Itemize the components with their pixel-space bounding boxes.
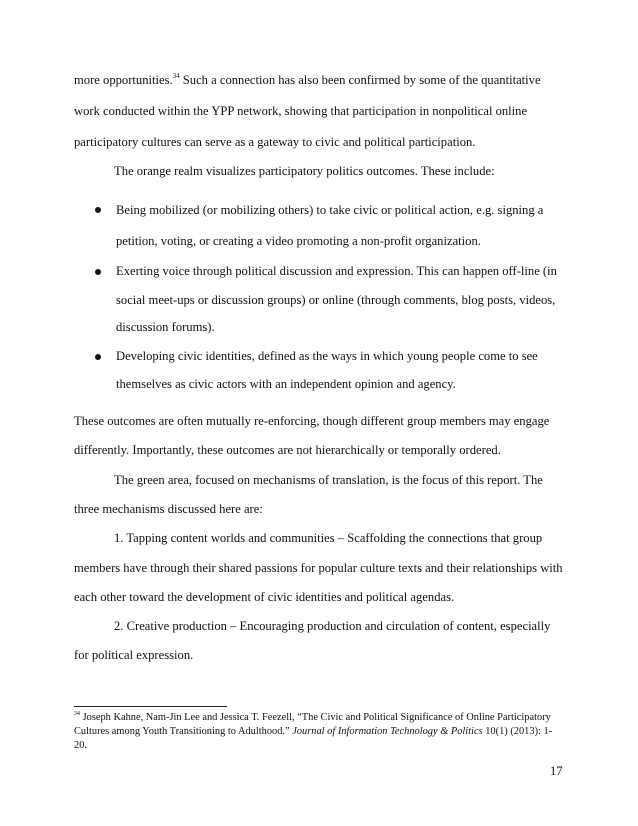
body-line: each other toward the development of civic identities and political agendas. <box>74 590 455 604</box>
bullet-icon <box>95 269 101 275</box>
footnote-reference: 34 <box>172 72 180 80</box>
bullet-item-line: discussion forums). <box>116 320 215 334</box>
footnote-line: Cultures among Youth Transitioning to Adulthood.” Journal of Information Technology & Politics 10(1) (2013): 1- <box>74 726 553 737</box>
footnote-line: $^{34}$ Joseph Kahne, Nam-Jin Lee and Jessica T. Feezell, “The Civic and Political Significance of Online Participatory <box>74 711 551 723</box>
bullet-item-line: petition, voting, or creating a video promoting a non-profit organization. <box>116 234 481 248</box>
footnote-line: 20. <box>74 740 87 751</box>
bullet-icon <box>95 207 101 213</box>
paragraph-first-line: The orange realm visualizes participatory politics outcomes. These include: <box>114 164 495 178</box>
journal-title: Journal of Information Technology & Politics <box>292 726 483 737</box>
paragraph-first-line: The green area, focused on mechanisms of translation, is the focus of this report. The <box>114 473 543 487</box>
numbered-item-line: 2. Creative production – Encouraging production and circulation of content, especially <box>114 619 551 633</box>
body-line: work conducted within the YPP network, showing that participation in nonpolitical online <box>74 104 528 118</box>
body-line: more opportunities.$^{34}$ Such a connection has also been confirmed by some of the quantitative <box>74 72 541 87</box>
body-line: participatory cultures can serve as a gateway to civic and political participation. <box>74 135 476 149</box>
bullet-item-line: Exerting voice through political discussion and expression. This can happen off-line (in <box>116 264 557 278</box>
body-line: three mechanisms discussed here are: <box>74 502 263 516</box>
bullet-item-line: Developing civic identities, defined as the ways in which young people come to see <box>116 349 538 363</box>
body-line: members have through their shared passions for popular culture texts and their relationships with <box>74 561 563 575</box>
bullet-icon <box>95 354 101 360</box>
bullet-item-line: social meet-ups or discussion groups) or online (through comments, blog posts, videos, <box>116 293 556 307</box>
footnote-number: 34 <box>74 711 80 717</box>
footnote-separator <box>74 706 227 707</box>
page-number: 17 <box>550 764 563 778</box>
body-line: These outcomes are often mutually re-enforcing, though different group members may engage <box>74 414 550 428</box>
bullet-item-line: Being mobilized (or mobilizing others) to take civic or political action, e.g. signing a <box>116 203 544 217</box>
numbered-item-line: 1. Tapping content worlds and communities – Scaffolding the connections that group <box>114 531 543 545</box>
bullet-item-line: themselves as civic actors with an independent opinion and agency. <box>116 377 456 391</box>
body-line: differently. Importantly, these outcomes are not hierarchically or temporally ordered. <box>74 443 501 457</box>
body-line: for political expression. <box>74 648 194 662</box>
